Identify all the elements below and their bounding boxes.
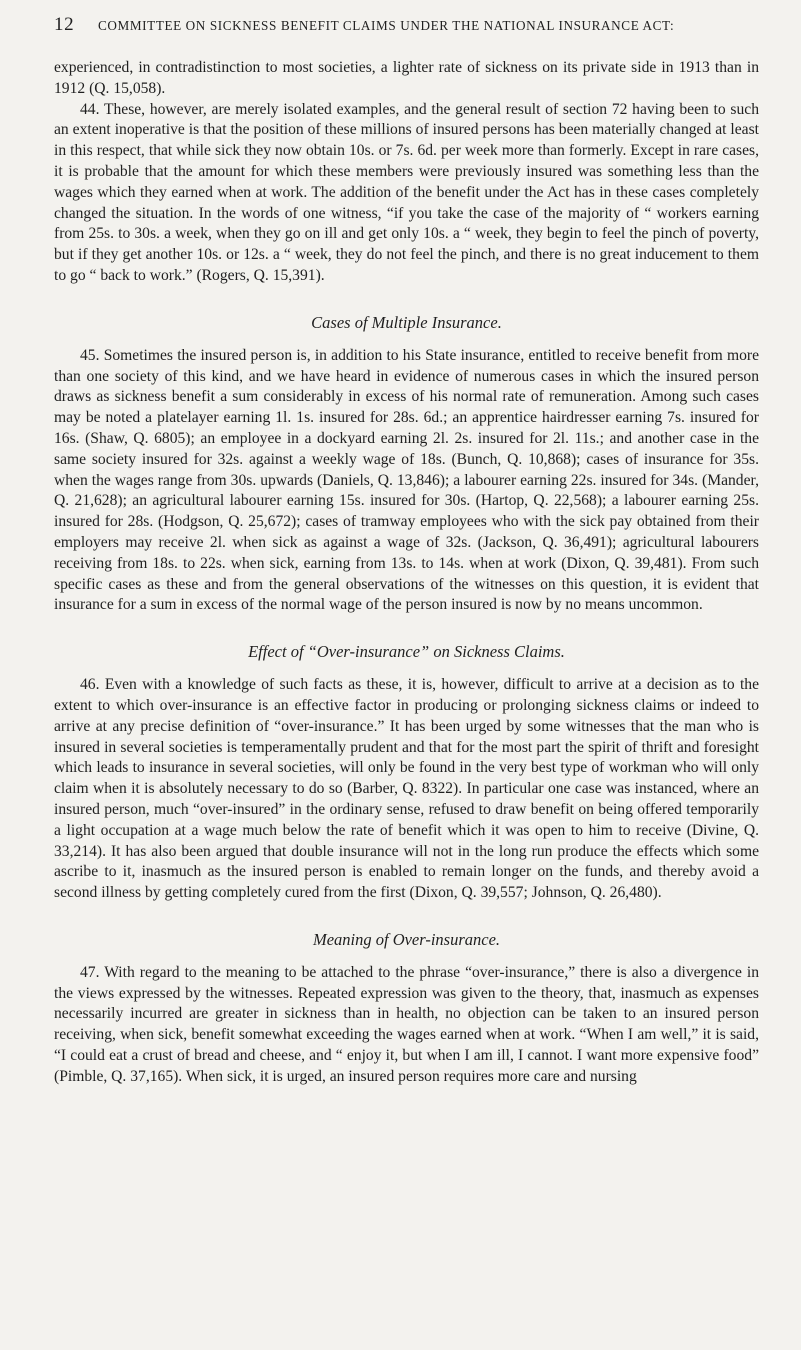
paragraph-45: 45. Sometimes the insured person is, in addition to his State insurance, entitled to receive benefit from more than one society of this kind, and we have heard in evidence of numerous cases in which the insured person draws as sickness benefit a sum considerably in excess of his normal rate of remuneration. Among such cases may be noted a platelayer earning 1l. 1s. insured for 28s. 6d.; an apprentice hairdresser earning 7s. insured for 16s. (Shaw, Q. 6805); an employee in a dockyard earning 2l. 2s. insured for 2l. 11s.; and another case in the same society insured for 32s. against a weekly wage of 18s. (Bunch, Q. 10,868); cases of insurance for 35s. when the wages range from 30s. upwards (Daniels, Q. 13,846); a labourer earning 22s. insured for 34s. (Mander, Q. 21,628); an agricultural labourer earning 15s. insured for 30s. (Hartop, Q. 22,568); a labourer earning 25s. insured for 28s. (Hodgson, Q. 25,672); cases of tramway employees who with the sick pay obtained from their employers may receive 2l. when sick as against a wage of 32s. (Jackson, Q. 36,491); agricultural labourers receiving from 18s. to 22s. when sick, earning from 13s. to 14s. when at work (Dixon, Q. 39,481). From such specific cases as these and from the general observations of the witnesses on this question, it is evident that insurance for a sum in excess of the normal wage of the person insured is now by no means uncommon. [54,346,759,614]
section-heading-effect-of-over-insurance: Effect of “Over-insurance” on Sickness Claims. [248,642,565,662]
running-head [54,14,759,36]
paragraph-continued: experienced, in contradistinction to most societies, a lighter rate of sickness on its private side in 1913 than in 1912 (Q. 15,058). [54,59,759,97]
paragraph-44: 44. These, however, are merely isolated examples, and the general result of section 72 having been to such an extent inoperative is that the position of these millions of insured persons has been materially changed at least in this respect, that while sick they now obtain 10s. or 7s. 6d. per week more than formerly. Except in rare cases, it is probable that the amount for which these members were previously insured was something less than the wages which they earned when at work. The addition of the benefit under the Act has in these cases completely changed the situation. In the words of one witness, “if you take the case of the majority of “ workers earning from 25s. to 30s. a week, when they go on ill and get only 10s. a “ week, they begin to feel the pinch of poverty, but if they get another 10s. or 12s. a “ week, they do not feel the pinch, and there is no great inducement to them to go “ back to work.” (Rogers, Q. 15,391). [54,100,759,284]
paragraph-46: 46. Even with a knowledge of such facts as these, it is, however, difficult to arrive at a decision as to the extent to which over-insurance is an effective factor in producing or prolonging sickness claims or indeed to arrive at any precise definition of “over-insurance.” It has been urged by some witnesses that the man who is insured in several societies is temperamentally prudent and that for the most part the spirit of thrift and foresight which leads to insurance in several societies, will only be found in the very best type of workman who will only claim when it is absolutely necessary to do so (Barber, Q. 8322). In particular one case was instanced, where an insured person, much “over-insured” in the ordinary sense, refused to draw benefit on being offered temporarily a light occupation at a wage much below the rate of benefit which it was open to him to receive (Divine, Q. 33,214). It has also been argued that double insurance will not in the long run produce the effects which some ascribe to it, inasmuch as the insured person is enabled to remain longer on the funds, and thereby avoid a second illness by getting completely cured from the first (Dixon, Q. 39,557; Johnson, Q. 26,480). [54,676,759,902]
running-title: COMMITTEE ON SICKNESS BENEFIT CLAIMS UNDER THE NATIONAL INSURANCE ACT: [98,18,675,33]
page-number: 12 [54,14,75,35]
section-heading-meaning-of-over-insurance: Meaning of Over-insurance. [312,929,501,949]
section-heading-multiple-insurance: Cases of Multiple Insurance. [311,312,502,332]
paragraph-47: 47. With regard to the meaning to be attached to the phrase “over-insurance,” there is also a divergence in the views expressed by the witnesses. Repeated expression was given to the theory, that, inasmuch as expenses necessarily incurred are greater in sickness than in health, no objection can be taken to an insured person receiving, when sick, benefit somewhat exceeding the wages earned when at work. “When I am well,” it is said, “I could eat a crust of bread and cheese, and “ enjoy it, but when I am ill, I cannot. I want more expensive food” (Pimble, Q. 37,165). When sick, it is urged, an insured person requires more care and nursing [54,963,759,1085]
